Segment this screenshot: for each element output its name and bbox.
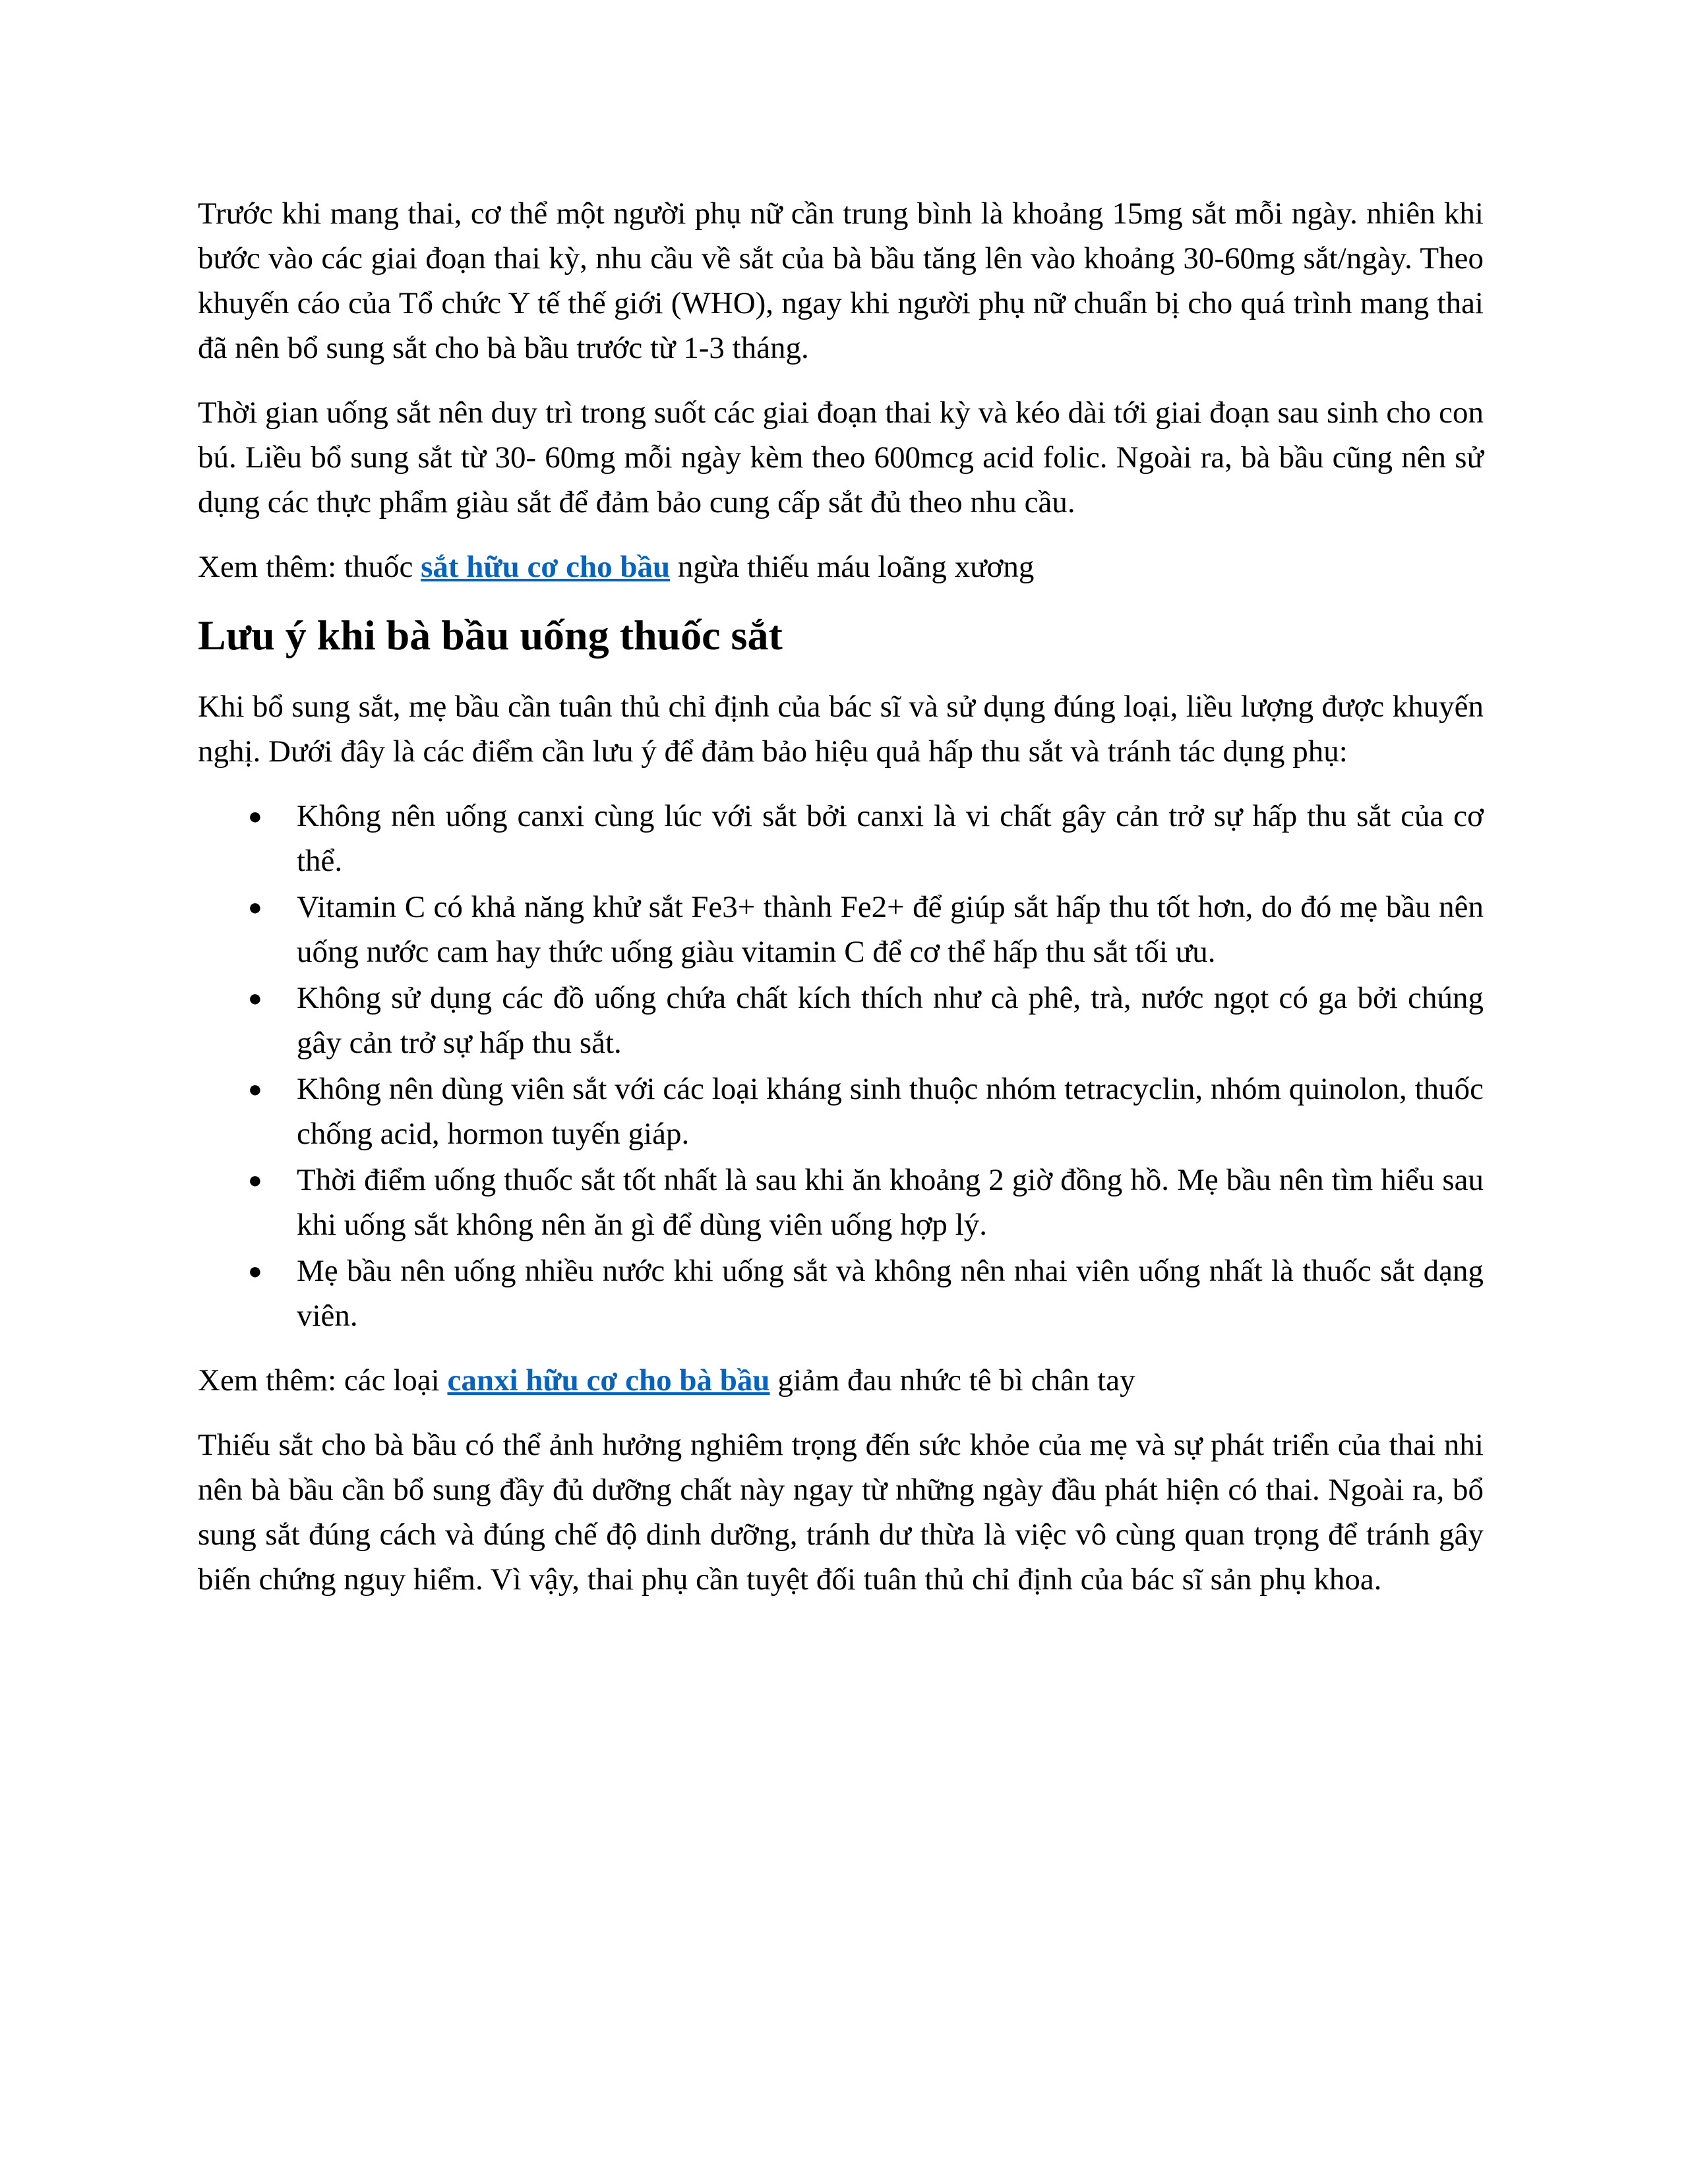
bullet-icon: ●: [248, 1076, 262, 1102]
section-heading: Lưu ý khi bà bầu uống thuốc sắt: [198, 612, 783, 659]
document-page: [198, 191, 1484, 1622]
see-more-iron-prefix: Xem thêm: thuốc: [198, 550, 421, 584]
bullet-icon: ●: [248, 1258, 262, 1284]
paragraph-intro: Trước khi mang thai, cơ thể một người phụ nữ cần trung bình là khoảng 15mg sắt mỗi ngày. nhiên khi bước vào các giai đoạn thai kỳ, nhu cầu về sắt của bà bầu tăng lên vào khoảng 30-60mg sắt/ngày. Theo khuyến cáo của Tổ chức Y tế thế giới (WHO), ngay khi người phụ nữ chuẩn bị cho quá trình mang thai đã nên bổ sung sắt cho bà bầu trước từ 1-3 tháng.: [198, 196, 1484, 365]
paragraph-conclusion: Thiếu sắt cho bà bầu có thể ảnh hưởng nghiêm trọng đến sức khỏe của mẹ và sự phát triển của thai nhi nên bà bầu cần bổ sung đầy đủ dưỡng chất này ngay từ những ngày đầu phát hiện có thai. Ngoài ra, bổ sung sắt đúng cách và đúng chế độ dinh dưỡng, tránh dư thừa là việc vô cùng quan trọng để tránh gây biến chứng nguy hiểm. Vì vậy, thai phụ cần tuyệt đối tuân thủ chỉ định của bác sĩ sản phụ khoa.: [198, 1428, 1484, 1597]
list-item: [198, 1249, 1484, 1338]
list-item-text: Không sử dụng các đồ uống chứa chất kích thích như cà phê, trà, nước ngọt có ga bởi chúng gây cản trở sự hấp thu sắt.: [297, 981, 1484, 1060]
list-item: [198, 1067, 1484, 1156]
see-more-iron: [198, 545, 1484, 589]
bullet-icon: ●: [248, 894, 262, 920]
bullet-icon: ●: [248, 803, 262, 829]
list-item-text: Không nên dùng viên sắt với các loại kháng sinh thuộc nhóm tetracyclin, nhóm quinolon, thuốc chống acid, hormon tuyến giáp.: [297, 1072, 1484, 1151]
paragraph-duration: Thời gian uống sắt nên duy trì trong suốt các giai đoạn thai kỳ và kéo dài tới giai đoạn sau sinh cho con bú. Liều bổ sung sắt từ 30- 60mg mỗi ngày kèm theo 600mcg acid folic. Ngoài ra, bà bầu cũng nên sử dụng các thực phẩm giàu sắt để đảm bảo cung cấp sắt đủ theo nhu cầu.: [198, 396, 1484, 519]
list-item-text: Không nên uống canxi cùng lúc với sắt bởi canxi là vi chất gây cản trở sự hấp thu sắt của cơ thể.: [297, 799, 1484, 878]
list-item: [198, 885, 1484, 974]
see-more-iron-suffix: ngừa thiếu máu loãng xương: [670, 550, 1035, 584]
paragraph-guidance: Khi bổ sung sắt, mẹ bầu cần tuân thủ chỉ định của bác sĩ và sử dụng đúng loại, liều lượng được khuyến nghị. Dưới đây là các điểm cần lưu ý để đảm bảo hiệu quả hấp thu sắt và tránh tác dụng phụ:: [198, 690, 1484, 769]
see-more-calcium: [198, 1358, 1484, 1403]
bullet-icon: ●: [248, 1167, 262, 1193]
list-item-text: Mẹ bầu nên uống nhiều nước khi uống sắt và không nên nhai viên uống nhất là thuốc sắt dạng viên.: [297, 1254, 1484, 1333]
see-more-calcium-suffix: giảm đau nhức tê bì chân tay: [769, 1363, 1135, 1398]
list-item: [198, 976, 1484, 1065]
notes-list: [198, 794, 1484, 1338]
link-organic-iron[interactable]: sắt hữu cơ cho bầu: [421, 550, 671, 584]
see-more-calcium-prefix: Xem thêm: các loại: [198, 1363, 448, 1398]
bullet-icon: ●: [248, 985, 262, 1011]
list-item: [198, 794, 1484, 883]
list-item-text: Thời điểm uống thuốc sắt tốt nhất là sau khi ăn khoảng 2 giờ đồng hồ. Mẹ bầu nên tìm hiểu sau khi uống sắt không nên ăn gì để dùng viên uống hợp lý.: [297, 1163, 1484, 1242]
list-item: [198, 1158, 1484, 1247]
link-organic-calcium[interactable]: canxi hữu cơ cho bà bầu: [447, 1363, 770, 1398]
list-item-text: Vitamin C có khả năng khử sắt Fe3+ thành Fe2+ để giúp sắt hấp thu tốt hơn, do đó mẹ bầu nên uống nước cam hay thức uống giàu vitamin C để cơ thể hấp thu sắt tối ưu.: [297, 890, 1484, 969]
